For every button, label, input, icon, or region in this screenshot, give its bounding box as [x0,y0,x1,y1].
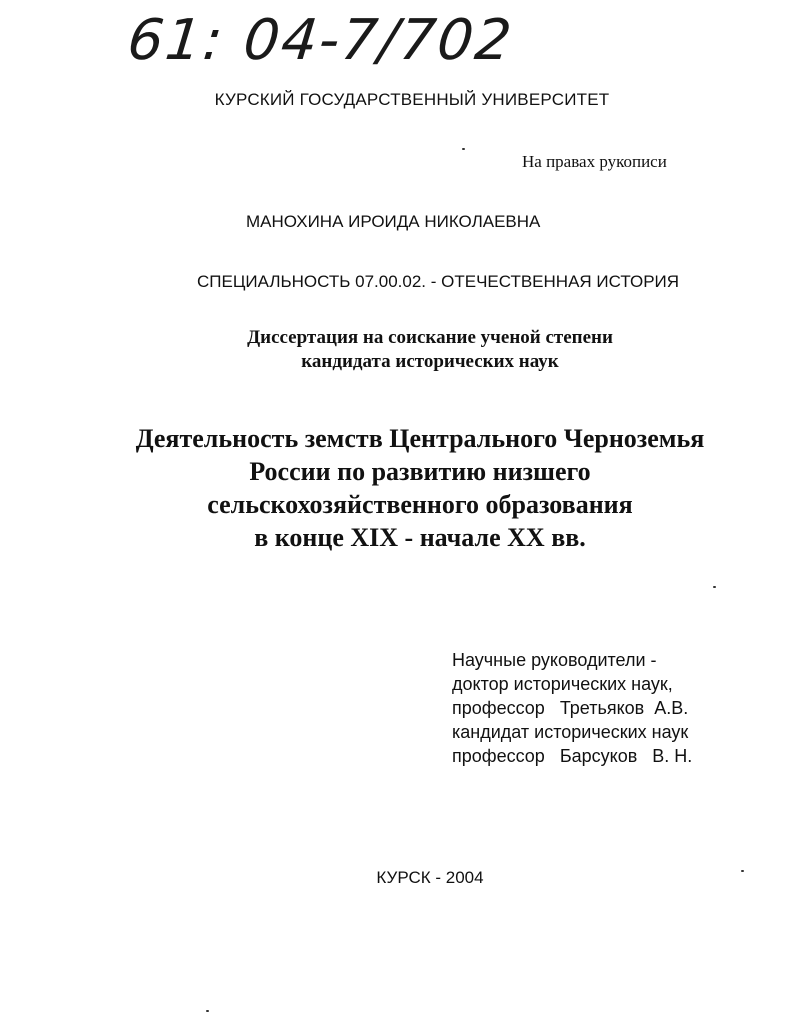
supervisor-line: кандидат исторических наук [452,722,689,742]
title-line: России по развитию низшего [249,457,591,486]
scan-speck [462,148,465,150]
specialty-line: СПЕЦИАЛЬНОСТЬ 07.00.02. - ОТЕЧЕСТВЕННАЯ ИСТОРИЯ [197,272,680,291]
handwritten-catalog-number: 61: 04-7/702 [124,8,517,73]
supervisor-line: профессор Барсуков В. Н. [452,746,693,766]
degree-line: кандидата исторических наук [301,351,559,372]
scan-speck [206,1010,209,1012]
degree-statement [0,326,796,374]
title-line: Деятельность земств Центрального Черноземья [135,424,705,453]
manuscript-rights-note: На правах рукописи [522,152,667,171]
title-line: сельскохозяйственного образования [207,490,633,519]
degree-line: Диссертация на соискание ученой степени [247,327,613,348]
scan-speck [741,870,744,872]
university-name: КУРСКИЙ ГОСУДАРСТВЕННЫЙ УНИВЕРСИТЕТ [214,90,610,109]
city-year: КУРСК - 2004 [376,868,484,887]
supervisor-line: Научные руководители - [452,650,657,670]
supervisor-line: доктор исторических наук, [452,674,673,694]
dissertation-title [0,422,796,554]
title-line: в конце XIX - начале XX вв. [254,523,586,552]
scan-speck [713,586,716,588]
supervisor-line: профессор Третьяков А.В. [452,698,689,718]
author-name: МАНОХИНА ИРОИДА НИКОЛАЕВНА [246,212,541,231]
scientific-supervisors [452,648,692,768]
